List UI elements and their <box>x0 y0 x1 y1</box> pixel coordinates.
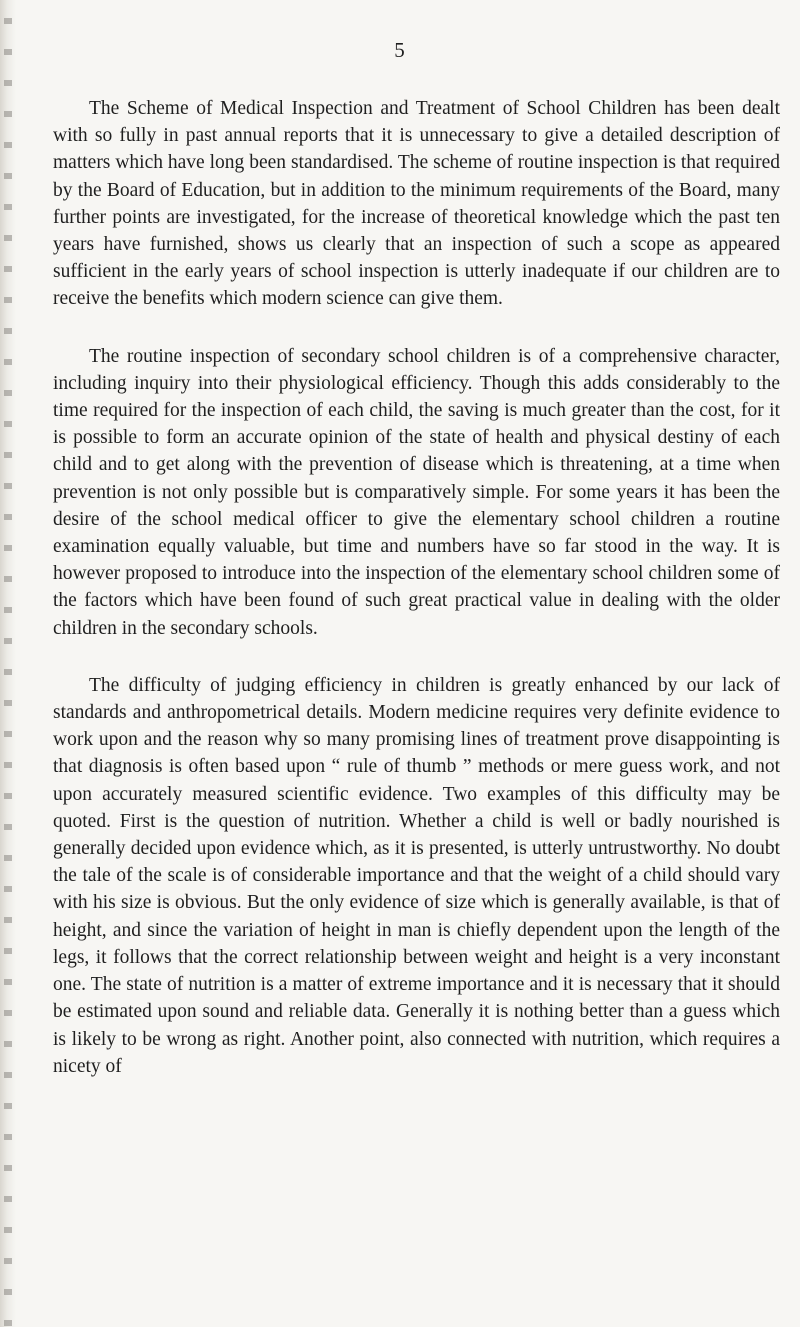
paragraph-secondary-school-inspection: The routine inspection of secondary school children is of a comprehensive character, including inquiry into their physiological efficiency. Though this adds considerably to the time required for the inspection of each child, the saving is much greater than the cost, for it is possible to form an accurate opinion of the state of health and physical destiny of each child and to get along with the prevention of disease which is threatening, at a time when prevention is not only possible but is comparatively simple. For some years it has been the desire of the school medical officer to give the elementary school children a routine examination equally valuable, but time and numbers have so far stood in the way. It is however proposed to introduce into the inspection of the elementary school children some of the factors which have been found of such great practical value in dealing with the older children in the secondary schools. <box>53 345 780 639</box>
paragraph-scheme-of-inspection: The Scheme of Medical Inspection and Treatment of School Children has been dealt with so fully in past annual reports that it is unnecessary to give a detailed description of matters which have long been standardised. The scheme of routine inspection is that required by the Board of Education, but in addition to the minimum requirements of the Board, many further points are investigated, for the increase of theoretical knowledge which the past ten years have furnished, shows us clearly that an inspection of such a scope as appeared sufficient in the early years of school inspection is utterly inadequate if our children are to receive the benefits which modern science can give them. <box>53 98 780 310</box>
paragraph-judging-efficiency: The difficulty of judging efficiency in children is greatly enhanced by our lack of standards and anthropometrical details. Modern medicine requires very definite evidence to work upon and the reason why so many promising lines of treatment prove disappointing is that diagnosis is often based upon “ rule of thumb ” methods or mere guess work, and not upon accurately measured scientific evidence. Two examples of this difficulty may be quoted. First is the question of nutrition. Whether a child is well or badly nourished is generally decided upon evidence which, as it is presented, is utterly untrustworthy. No doubt the tale of the scale is of considerable importance and that the weight of a child should vary with his size is obvious. But the only evidence of size which is generally available, is that of height, and since the variation of height in man is chiefly dependent upon the length of the legs, it follows that the correct relationship between weight and height is a very inconstant one. The state of nutrition is a matter of extreme importance and it is necessary that it should be estimated upon sound and reliable data. Generally it is nothing better than a guess which is likely to be wrong as right. Another point, also connected with nutrition, which requires a nicety of <box>53 674 780 1077</box>
binding-stitch-marks <box>4 0 12 1327</box>
page-body <box>53 95 780 1080</box>
page-number: 5 <box>394 38 406 62</box>
